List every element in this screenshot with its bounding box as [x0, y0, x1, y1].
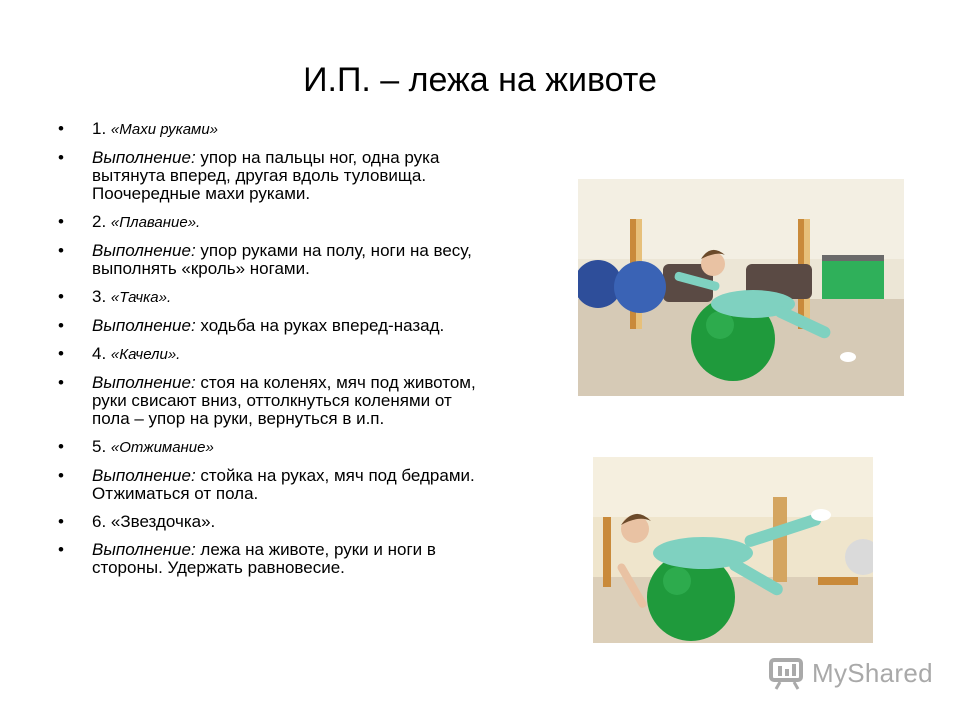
bullet-icon: • — [58, 287, 64, 306]
exercise-photo-star — [593, 457, 873, 643]
bullet-icon: • — [58, 316, 64, 335]
exercise-list — [58, 120, 478, 587]
myshared-logo — [766, 656, 933, 692]
list-item: • 4. «Качели». — [58, 344, 181, 363]
list-item: • Выполнение: стойка на руках, мяч под бедрами. Отжиматься от пола. — [58, 466, 475, 503]
bullet-icon: • — [58, 437, 64, 456]
list-item: • Выполнение: лежа на животе, руки и ноги в стороны. Удержать равновесие. — [58, 540, 436, 577]
list-item: • Выполнение: упор на пальцы ног, одна рука вытянута вперед, другая вдоль туловища. Поочередные махи руками. — [58, 148, 440, 203]
bullet-icon: • — [58, 119, 64, 138]
bullet-icon: • — [58, 373, 64, 392]
logo-text: MyShared — [812, 658, 933, 688]
bullet-icon: • — [58, 540, 64, 559]
list-item: • 1. «Махи руками» — [58, 119, 219, 138]
bullet-icon: • — [58, 512, 64, 531]
slide-title: И.П. – лежа на животе — [303, 61, 657, 99]
bullet-icon: • — [58, 344, 64, 363]
list-item: • 6. «Звездочка». — [58, 512, 216, 531]
list-item: • 3. «Тачка». — [58, 287, 172, 306]
bullet-icon: • — [58, 241, 64, 260]
list-item: • 2. «Плавание». — [58, 212, 201, 231]
list-item: • Выполнение: упор руками на полу, ноги на весу, выполнять «кроль» ногами. — [58, 241, 472, 278]
bullet-icon: • — [58, 466, 64, 485]
bullet-icon: • — [58, 212, 64, 231]
list-item: • 5. «Отжимание» — [58, 437, 214, 456]
list-item: • Выполнение: ходьба на руках вперед-назад. — [58, 316, 445, 335]
list-item: • Выполнение: стоя на коленях, мяч под животом, руки свисают вниз, оттолкнуться коленями от пола – упор на руки, вернуться в и.п. — [58, 373, 476, 428]
bullet-icon: • — [58, 148, 64, 167]
exercise-photo-swimming — [578, 179, 904, 396]
